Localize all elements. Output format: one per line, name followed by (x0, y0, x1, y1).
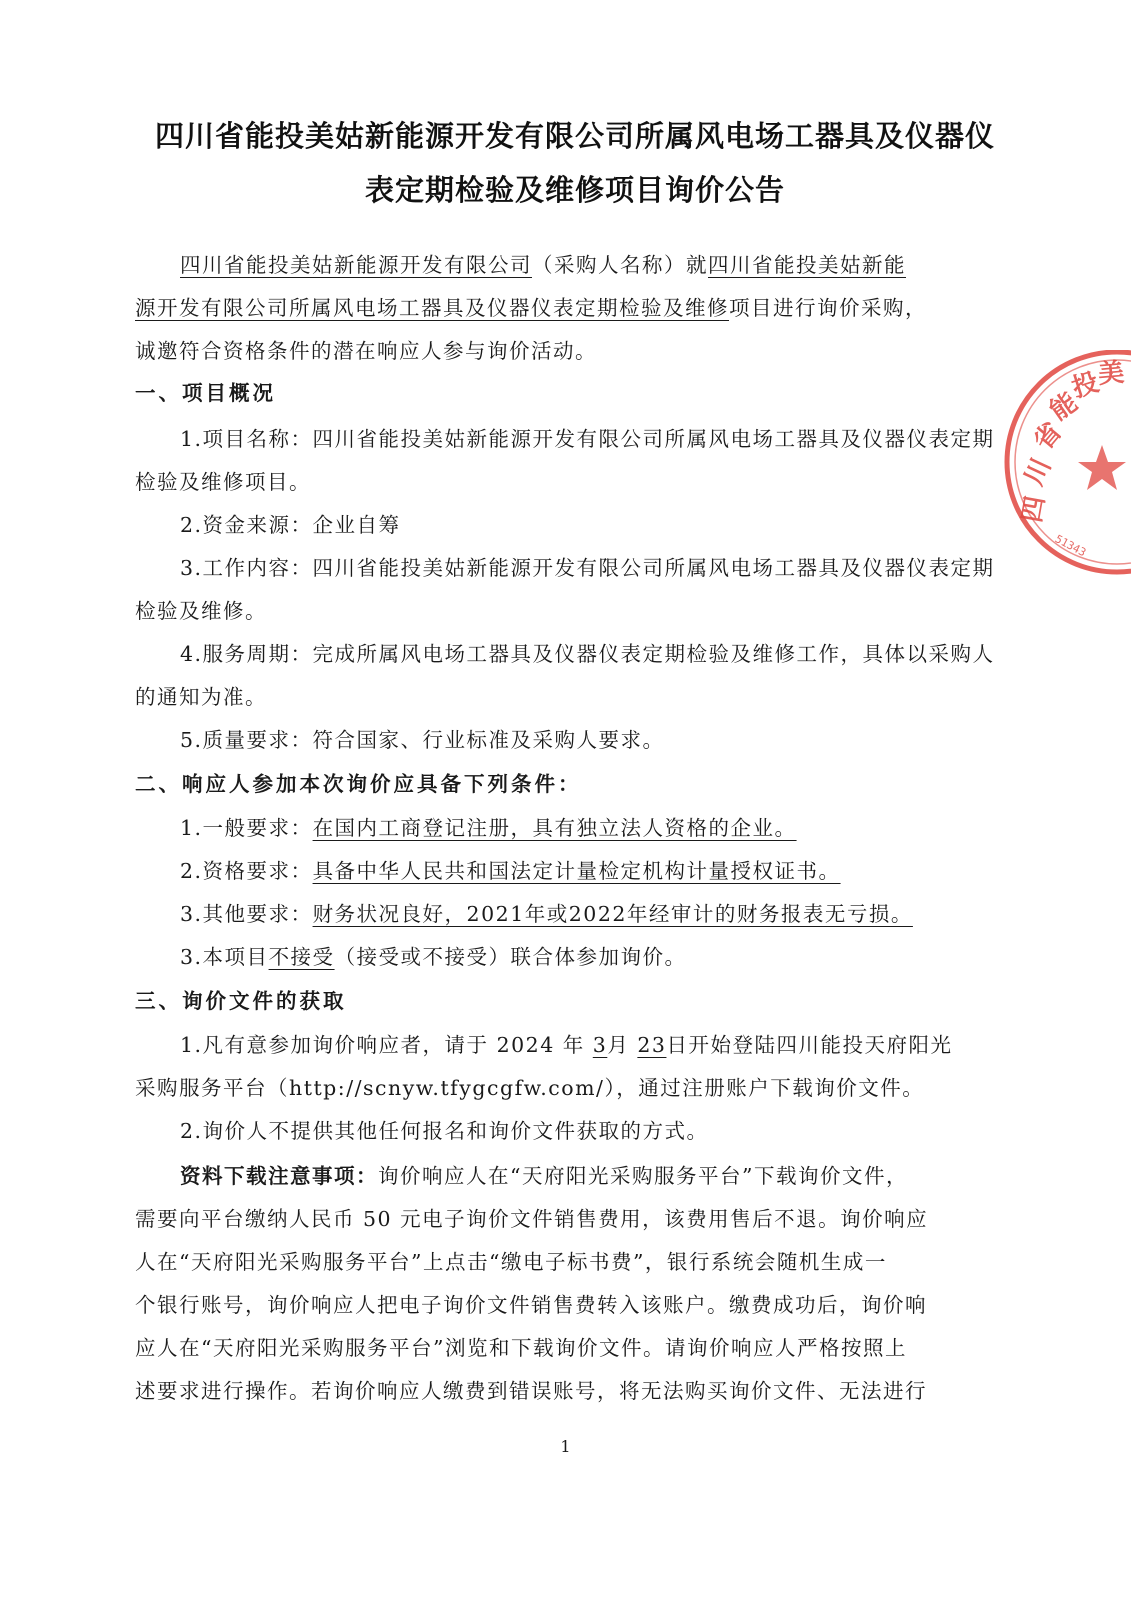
consortium-item: 3.本项目不接受（接受或不接受）联合体参加询价。 (180, 945, 687, 969)
project-name-part2: 源开发有限公司所属风电场工器具及仪器仪表定期检验及维修 (135, 296, 729, 320)
qualification-requirement-item: 2.资格要求：具备中华人民共和国法定计量检定机构计量授权证书。 (180, 859, 841, 883)
download-notice-line5: 应人在“天府阳光采购服务平台”浏览和下载询价文件。请询价响应人严格按照上 (135, 1336, 907, 1360)
download-notice-line1: 资料下载注意事项：询价响应人在“天府阳光采购服务平台”下载询价文件， (180, 1164, 908, 1188)
purchaser-note: （采购人名称）就 (532, 253, 708, 277)
intro-line3: 诚邀符合资格条件的潜在响应人参与询价活动。 (135, 339, 597, 363)
section3-heading: 三、询价文件的获取 (135, 989, 347, 1013)
consortium-value: 不接受 (268, 945, 335, 969)
svg-text:四: 四 (1017, 493, 1052, 525)
svg-text:美: 美 (1096, 357, 1126, 390)
project-name-item: 1.项目名称：四川省能投美姑新能源开发有限公司所属风电场工器具及仪器仪表定期 (180, 427, 995, 451)
general-requirement-item: 1.一般要求：在国内工商登记注册，具有独立法人资格的企业。 (180, 816, 797, 840)
purchaser-name: 四川省能投美姑新能源开发有限公司 (180, 253, 532, 277)
document-acquisition-item-cont: 采购服务平台（http://scnyw.tfygcgfw.com/），通过注册账户下载询价文件。 (135, 1076, 925, 1100)
service-period-item: 4.服务周期：完成所属风电场工器具及仪器仪表定期检验及维修工作，具体以采购人 (180, 642, 995, 666)
download-notice-line4: 个银行账号，询价响应人把电子询价文件销售费转入该账户。缴费成功后，询价响 (135, 1293, 927, 1317)
start-day: 23 (637, 1033, 667, 1057)
quality-requirement-item: 5.质量要求：符合国家、行业标准及采购人要求。 (180, 728, 665, 752)
download-notice-line2: 需要向平台缴纳人民币 50 元电子询价文件销售费用，该费用售后不退。询价响应 (135, 1207, 929, 1231)
qualification-requirement-value: 具备中华人民共和国法定计量检定机构计量授权证书。 (312, 859, 841, 883)
no-other-channel-item: 2.询价人不提供其他任何报名和询价文件获取的方式。 (180, 1119, 709, 1143)
start-month: 3 (592, 1033, 608, 1057)
intro-line1 (180, 248, 1015, 282)
service-period-item-cont: 的通知为准。 (135, 685, 267, 709)
svg-text:川: 川 (1019, 453, 1058, 491)
company-seal-stamp (1002, 350, 1131, 580)
project-name-part1: 四川省能投美姑新能 (708, 253, 906, 277)
other-requirement-value: 财务状况良好，2021年或2022年经审计的财务报表无亏损。 (312, 902, 913, 926)
fund-source-item: 2.资金来源：企业自筹 (180, 513, 401, 537)
page-number: 1 (560, 1437, 571, 1456)
download-notice-line3: 人在“天府阳光采购服务平台”上点击“缴电子标书费”，银行系统会随机生成一 (135, 1250, 887, 1274)
download-notice-label: 资料下载注意事项： (180, 1164, 378, 1188)
other-requirement-item: 3.其他要求：财务状况良好，2021年或2022年经审计的财务报表无亏损。 (180, 902, 913, 926)
project-name-item-cont: 检验及维修项目。 (135, 470, 311, 494)
work-content-item-cont: 检验及维修。 (135, 599, 267, 623)
seal-icon (1002, 350, 1131, 580)
document-title-line1: 四川省能投美姑新能源开发有限公司所属风电场工器具及仪器仪 (154, 119, 995, 153)
svg-text:投: 投 (1068, 367, 1103, 404)
document-acquisition-item: 1.凡有意参加询价响应者，请于 2024 年 3月 23日开始登陆四川能投天府阳光 (180, 1033, 953, 1057)
section1-heading: 一、项目概况 (135, 381, 276, 405)
svg-text:51343: 51343 (1052, 532, 1089, 560)
work-content-item: 3.工作内容：四川省能投美姑新能源开发有限公司所属风电场工器具及仪器仪表定期 (180, 556, 995, 580)
svg-text:省: 省 (1028, 416, 1069, 457)
general-requirement-value: 在国内工商登记注册，具有独立法人资格的企业。 (312, 816, 797, 840)
download-notice-line6: 述要求进行操作。若询价响应人缴费到错误账号，将无法购买询价文件、无法进行 (135, 1379, 927, 1403)
section2-heading: 二、响应人参加本次询价应具备下列条件： (135, 772, 582, 796)
document-title-line2: 表定期检验及维修项目询价公告 (364, 173, 785, 207)
svg-text:能: 能 (1044, 387, 1084, 427)
intro-line2: 源开发有限公司所属风电场工器具及仪器仪表定期检验及维修项目进行询价采购， (135, 296, 927, 320)
